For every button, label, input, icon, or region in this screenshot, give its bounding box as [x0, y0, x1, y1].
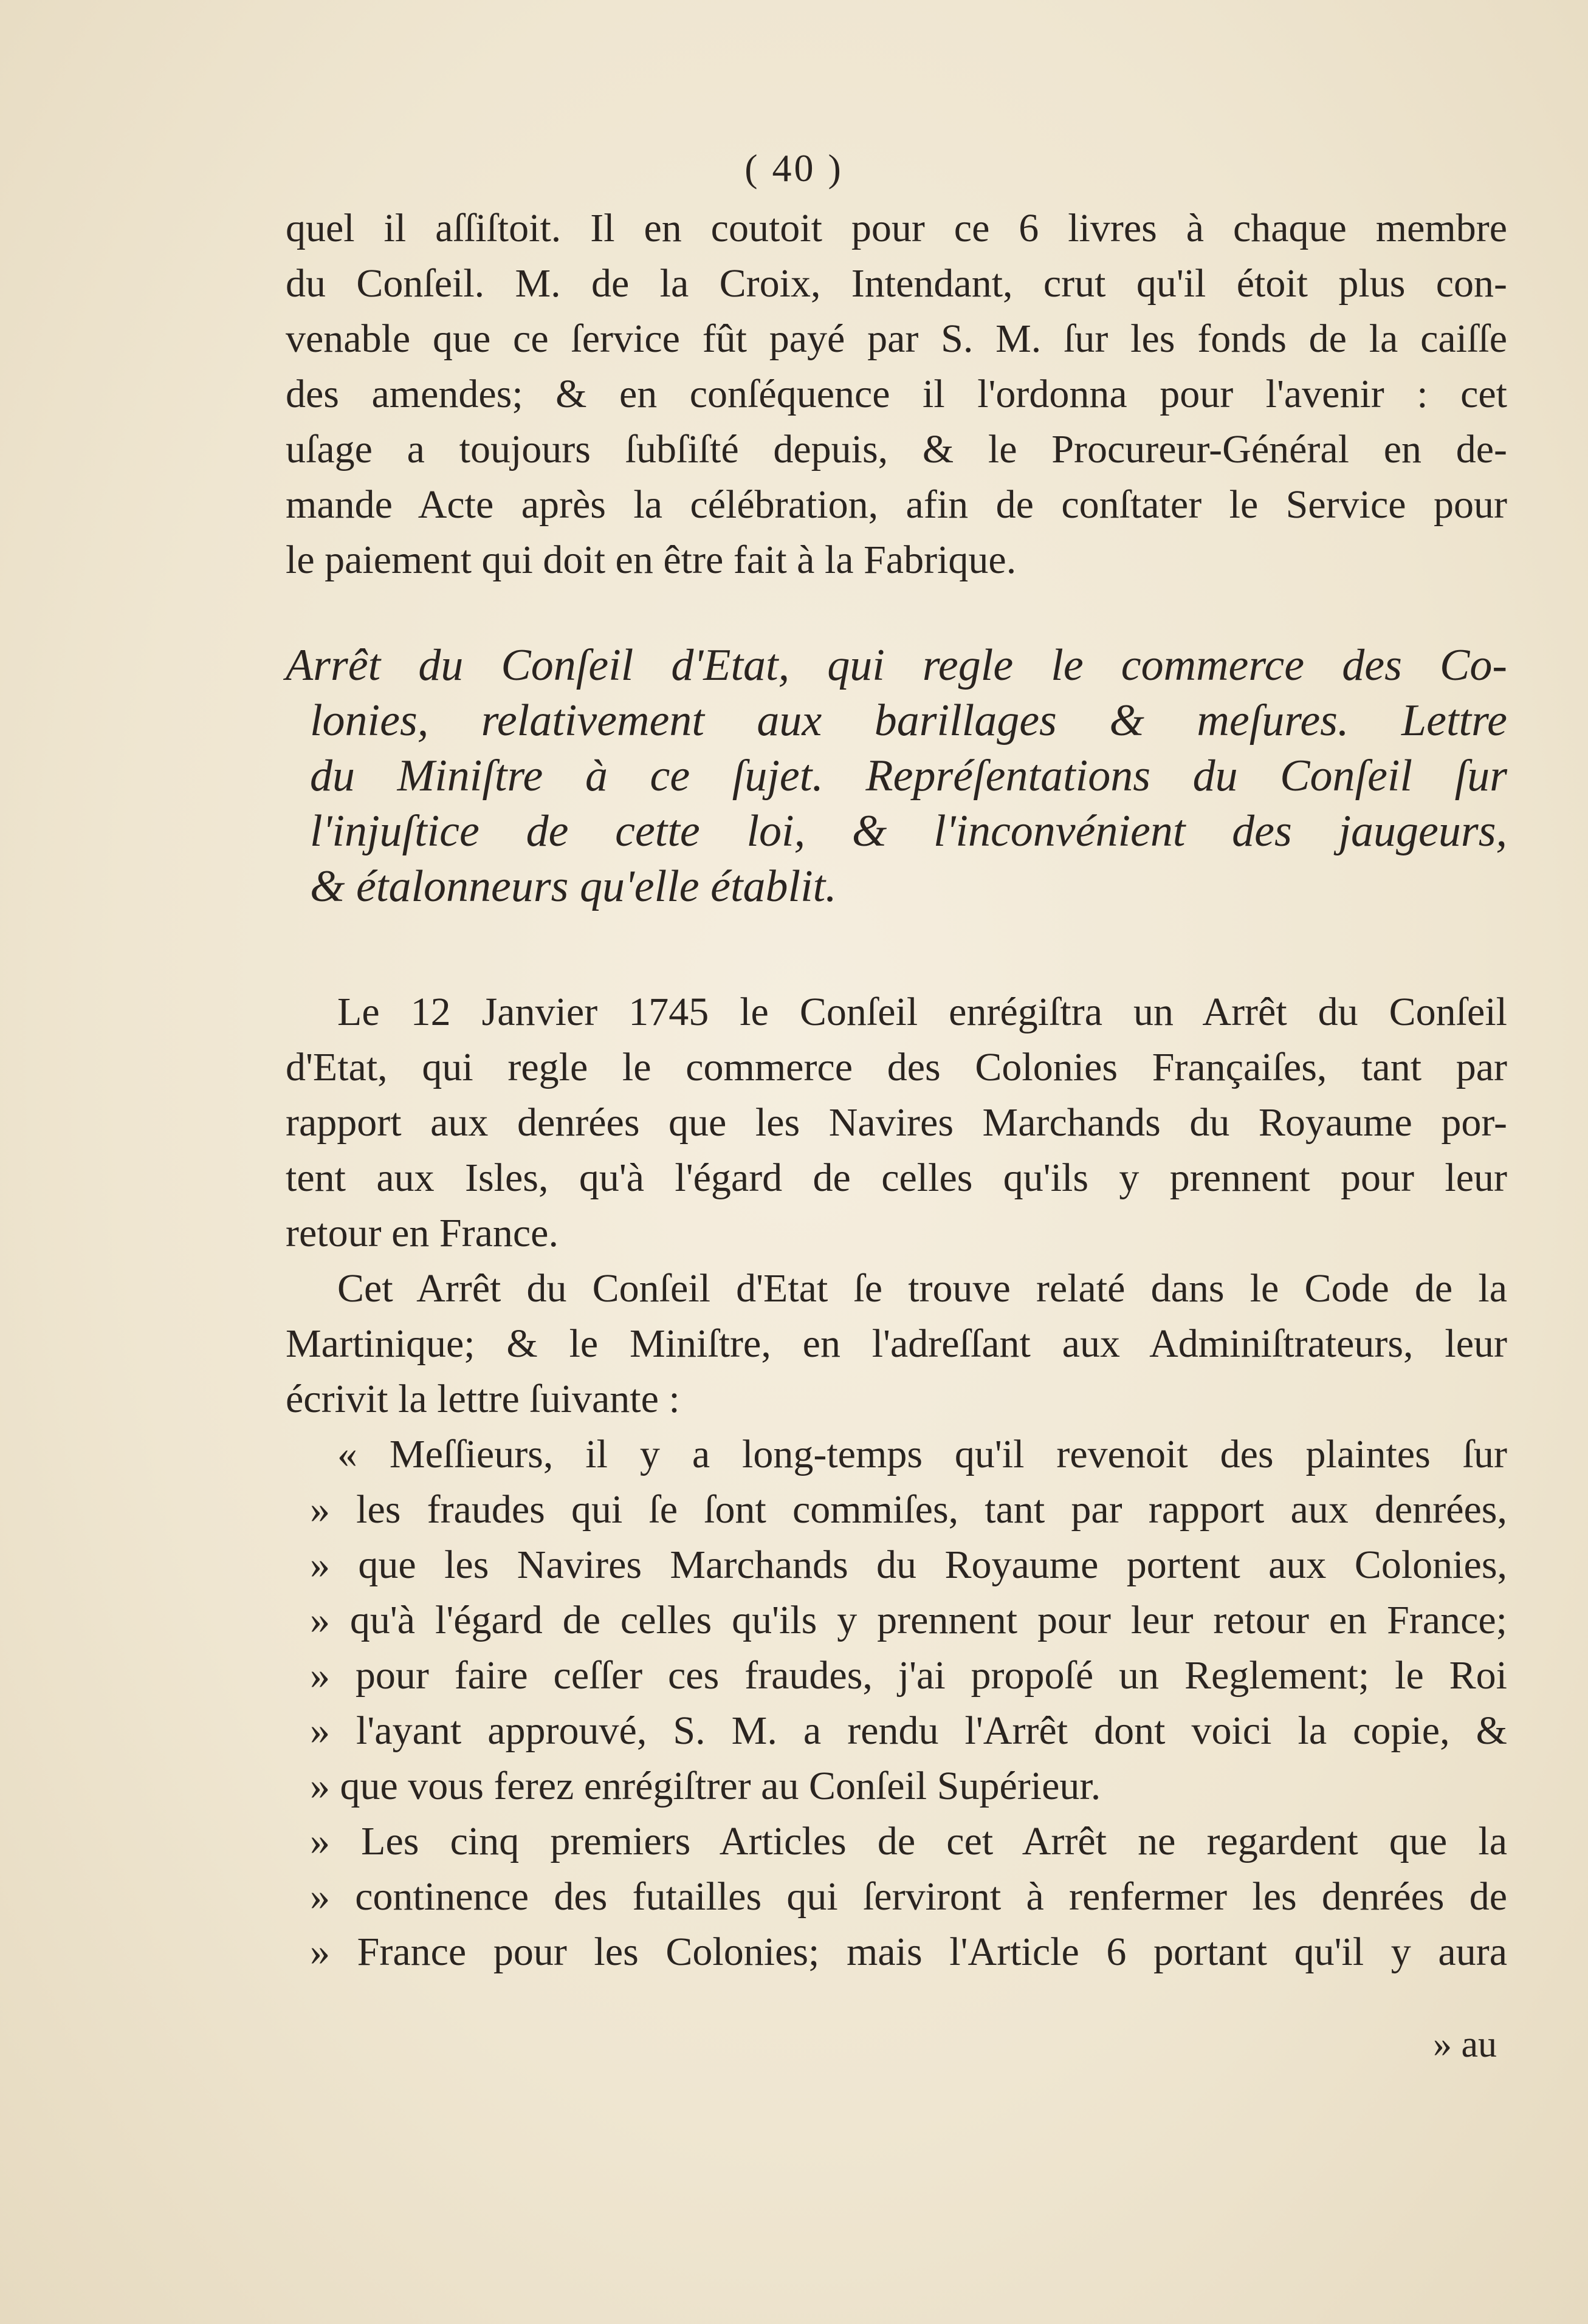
heading-line: du Miniſtre à ce ſujet. Repréſentations du Conſeil ſur — [310, 751, 1507, 801]
text-line: écrivit la lettre ſuivante : — [286, 1377, 680, 1421]
letter-line: » pour faire ceſſer ces fraudes, j'ai propoſé un Reglement; le Roi — [310, 1653, 1507, 1698]
text-line: du Conſeil. M. de la Croix, Intendant, crut qu'il étoit plus con- — [286, 261, 1507, 306]
letter-line: » que vous ferez enrégiſtrer au Conſeil Supérieur. — [310, 1764, 1101, 1808]
letter-line: » continence des futailles qui ſerviront à renfermer les denrées de — [310, 1874, 1507, 1919]
text-line: Le 12 Janvier 1745 le Conſeil enrégiſtra un Arrêt du Conſeil — [337, 990, 1507, 1034]
letter-line: » France pour les Colonies; mais l'Article 6 portant qu'il y aura — [310, 1930, 1507, 1974]
section-heading — [286, 638, 1507, 914]
letter-line: » les fraudes qui ſe ſont commiſes, tant par rapport aux denrées, — [310, 1487, 1507, 1532]
text-line: des amendes; & en conſéquence il l'ordonna pour l'avenir : cet — [286, 372, 1507, 416]
letter-line: » qu'à l'égard de celles qu'ils y prennent pour leur retour en France; — [310, 1598, 1507, 1642]
text-line: venable que ce ſervice fût payé par S. M. ſur les fonds de la caiſſe — [286, 317, 1507, 361]
text-line: mande Acte après la célébration, afin de conſtater le Service pour — [286, 482, 1507, 527]
text-line: uſage a toujours ſubſiſté depuis, & le Procureur-Général en de- — [286, 427, 1507, 471]
text-line: quel il aſſiſtoit. Il en coutoit pour ce 6 livres à chaque membre — [286, 206, 1507, 250]
body-text — [286, 984, 1507, 1980]
catchword: » au — [1432, 2024, 1497, 2065]
text-line: d'Etat, qui regle le commerce des Colonies Françaiſes, tant par — [286, 1045, 1507, 1089]
text-line: Cet Arrêt du Conſeil d'Etat ſe trouve relaté dans le Code de la — [337, 1266, 1507, 1311]
letter-line: » que les Navires Marchands du Royaume portent aux Colonies, — [310, 1543, 1507, 1587]
text-line: tent aux Isles, qu'à l'égard de celles qu'ils y prennent pour leur — [286, 1156, 1507, 1200]
heading-line: Arrêt du Conſeil d'Etat, qui regle le commerce des Co- — [286, 640, 1507, 690]
paragraph-continuation — [286, 201, 1507, 588]
letter-line: » Les cinq premiers Articles de cet Arrêt ne regardent que la — [310, 1819, 1507, 1863]
heading-line: & étalonneurs qu'elle établit. — [310, 862, 837, 911]
page-number: ( 40 ) — [744, 146, 844, 190]
text-line: rapport aux denrées que les Navires Marchands du Royaume por- — [286, 1100, 1507, 1145]
text-line: Martinique; & le Miniſtre, en l'adreſſant aux Adminiſtrateurs, leur — [286, 1321, 1507, 1366]
heading-line: l'injuſtice de cette loi, & l'inconvénient des jaugeurs, — [310, 806, 1507, 856]
text-line: le paiement qui doit en être fait à la Fabrique. — [286, 538, 1017, 582]
heading-line: lonies, relativement aux barillages & meſures. Lettre — [310, 696, 1507, 746]
text-line: retour en France. — [286, 1211, 559, 1255]
letter-line: » l'ayant approuvé, S. M. a rendu l'Arrêt dont voici la copie, & — [310, 1709, 1507, 1753]
letter-line: « Meſſieurs, il y a long-temps qu'il revenoit des plaintes ſur — [337, 1432, 1507, 1476]
